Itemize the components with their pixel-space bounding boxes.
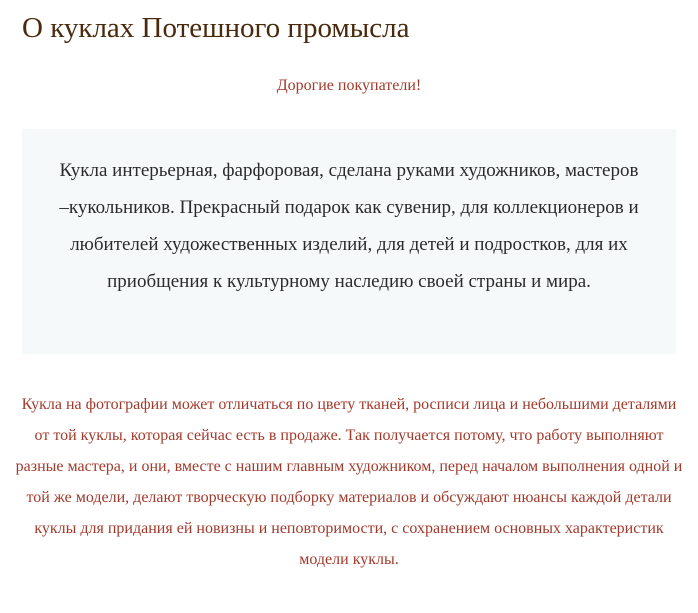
description-text: Кукла интерьерная, фарфоровая, сделана руками художников, мастеров –кукольников. Прекрасный подарок как сувенир, для коллекционеров и любителей художественных изделий, для детей и подростков, для их приобщения к культурному наследию своей страны и мира. (59, 160, 639, 292)
page-title: О куклах Потешного промысла (22, 12, 410, 44)
disclaimer-note: Кукла на фотографии может отличаться по цвету тканей, росписи лица и небольшими деталями от той куклы, которая сейчас есть в продаже. Так получается потому, что работу выполняют разные мастера, и они, вместе с нашим главным художником, перед началом выполнения одной и той же модели, делают творческую подборку материалов и обсуждают нюансы каждой детали куклы для придания ей новизны и неповторимости, с сохранением основных характеристик модели куклы. (15, 396, 683, 568)
description-box (22, 129, 676, 354)
greeting-text: Дорогие покупатели! (276, 77, 422, 94)
